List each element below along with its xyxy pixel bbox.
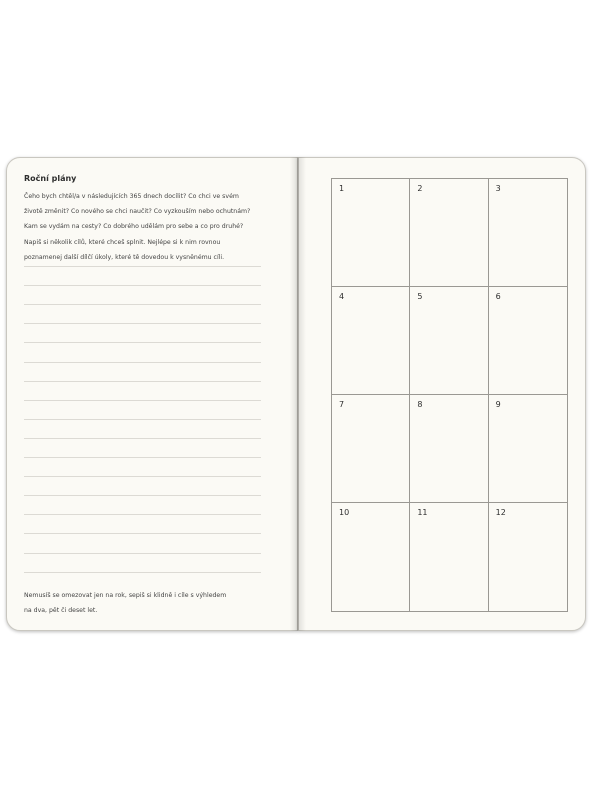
month-number: 1	[339, 184, 345, 193]
month-number: 6	[495, 292, 501, 301]
writing-line[interactable]	[24, 438, 261, 439]
writing-line[interactable]	[24, 495, 261, 496]
month-number: 3	[495, 184, 501, 193]
footer-line: Nemusíš se omezovat jen na rok, sepiš si klidně i cíle s výhledem	[24, 592, 227, 599]
month-number: 9	[495, 400, 501, 409]
month-number: 2	[417, 184, 423, 193]
month-cell[interactable]	[410, 179, 488, 287]
book-spine	[290, 157, 306, 631]
writing-line[interactable]	[24, 553, 261, 554]
month-cell[interactable]	[332, 179, 410, 287]
writing-line[interactable]	[24, 266, 261, 267]
intro-text	[24, 189, 274, 265]
month-cell[interactable]	[332, 395, 410, 503]
writing-line[interactable]	[24, 572, 261, 573]
intro-line: Napiš si několik cílů, které chceš splnit. Nejlépe si k nim rovnou	[24, 238, 221, 246]
month-cell[interactable]	[489, 395, 567, 503]
intro-line: poznamenej další dílčí úkoly, které tě dovedou k vysněnému cíli.	[24, 253, 225, 261]
footer-line: na dva, pět či deset let.	[24, 607, 98, 615]
writing-line[interactable]	[24, 400, 261, 401]
month-number: 11	[417, 508, 428, 517]
month-cell[interactable]	[332, 287, 410, 395]
right-page	[298, 157, 586, 631]
left-page	[6, 157, 298, 631]
intro-line: životě změnit? Co nového se chci naučit? Co vyzkouším nebo ochutnám?	[24, 208, 251, 216]
writing-line[interactable]	[24, 476, 261, 477]
intro-line: Kam se vydám na cesty? Co dobrého udělám pro sebe a co pro druhé?	[24, 223, 244, 231]
open-planner-book	[6, 157, 586, 631]
writing-line[interactable]	[24, 419, 261, 420]
writing-line[interactable]	[24, 362, 261, 363]
month-number: 12	[495, 508, 506, 517]
page-title: Roční plány	[24, 174, 77, 183]
month-cell[interactable]	[489, 179, 567, 287]
writing-line[interactable]	[24, 533, 261, 534]
month-number: 5	[417, 292, 423, 301]
footer-note	[24, 588, 274, 618]
month-cell[interactable]	[410, 287, 488, 395]
month-number: 7	[339, 400, 345, 409]
intro-line: Čeho bych chtěl/a v následujících 365 dnech docílit? Co chci ve svém	[24, 193, 239, 200]
month-grid	[331, 178, 568, 612]
writing-line[interactable]	[24, 457, 261, 458]
writing-line[interactable]	[24, 323, 261, 324]
month-number: 8	[417, 400, 423, 409]
writing-line[interactable]	[24, 342, 261, 343]
month-cell[interactable]	[410, 395, 488, 503]
writing-line[interactable]	[24, 514, 261, 515]
writing-line[interactable]	[24, 285, 261, 286]
month-number: 4	[339, 292, 345, 301]
month-number: 10	[339, 508, 350, 517]
month-cell[interactable]	[489, 287, 567, 395]
writing-line[interactable]	[24, 381, 261, 382]
writing-line[interactable]	[24, 304, 261, 305]
month-cell[interactable]	[332, 503, 410, 611]
month-cell[interactable]	[489, 503, 567, 611]
month-cell[interactable]	[410, 503, 488, 611]
